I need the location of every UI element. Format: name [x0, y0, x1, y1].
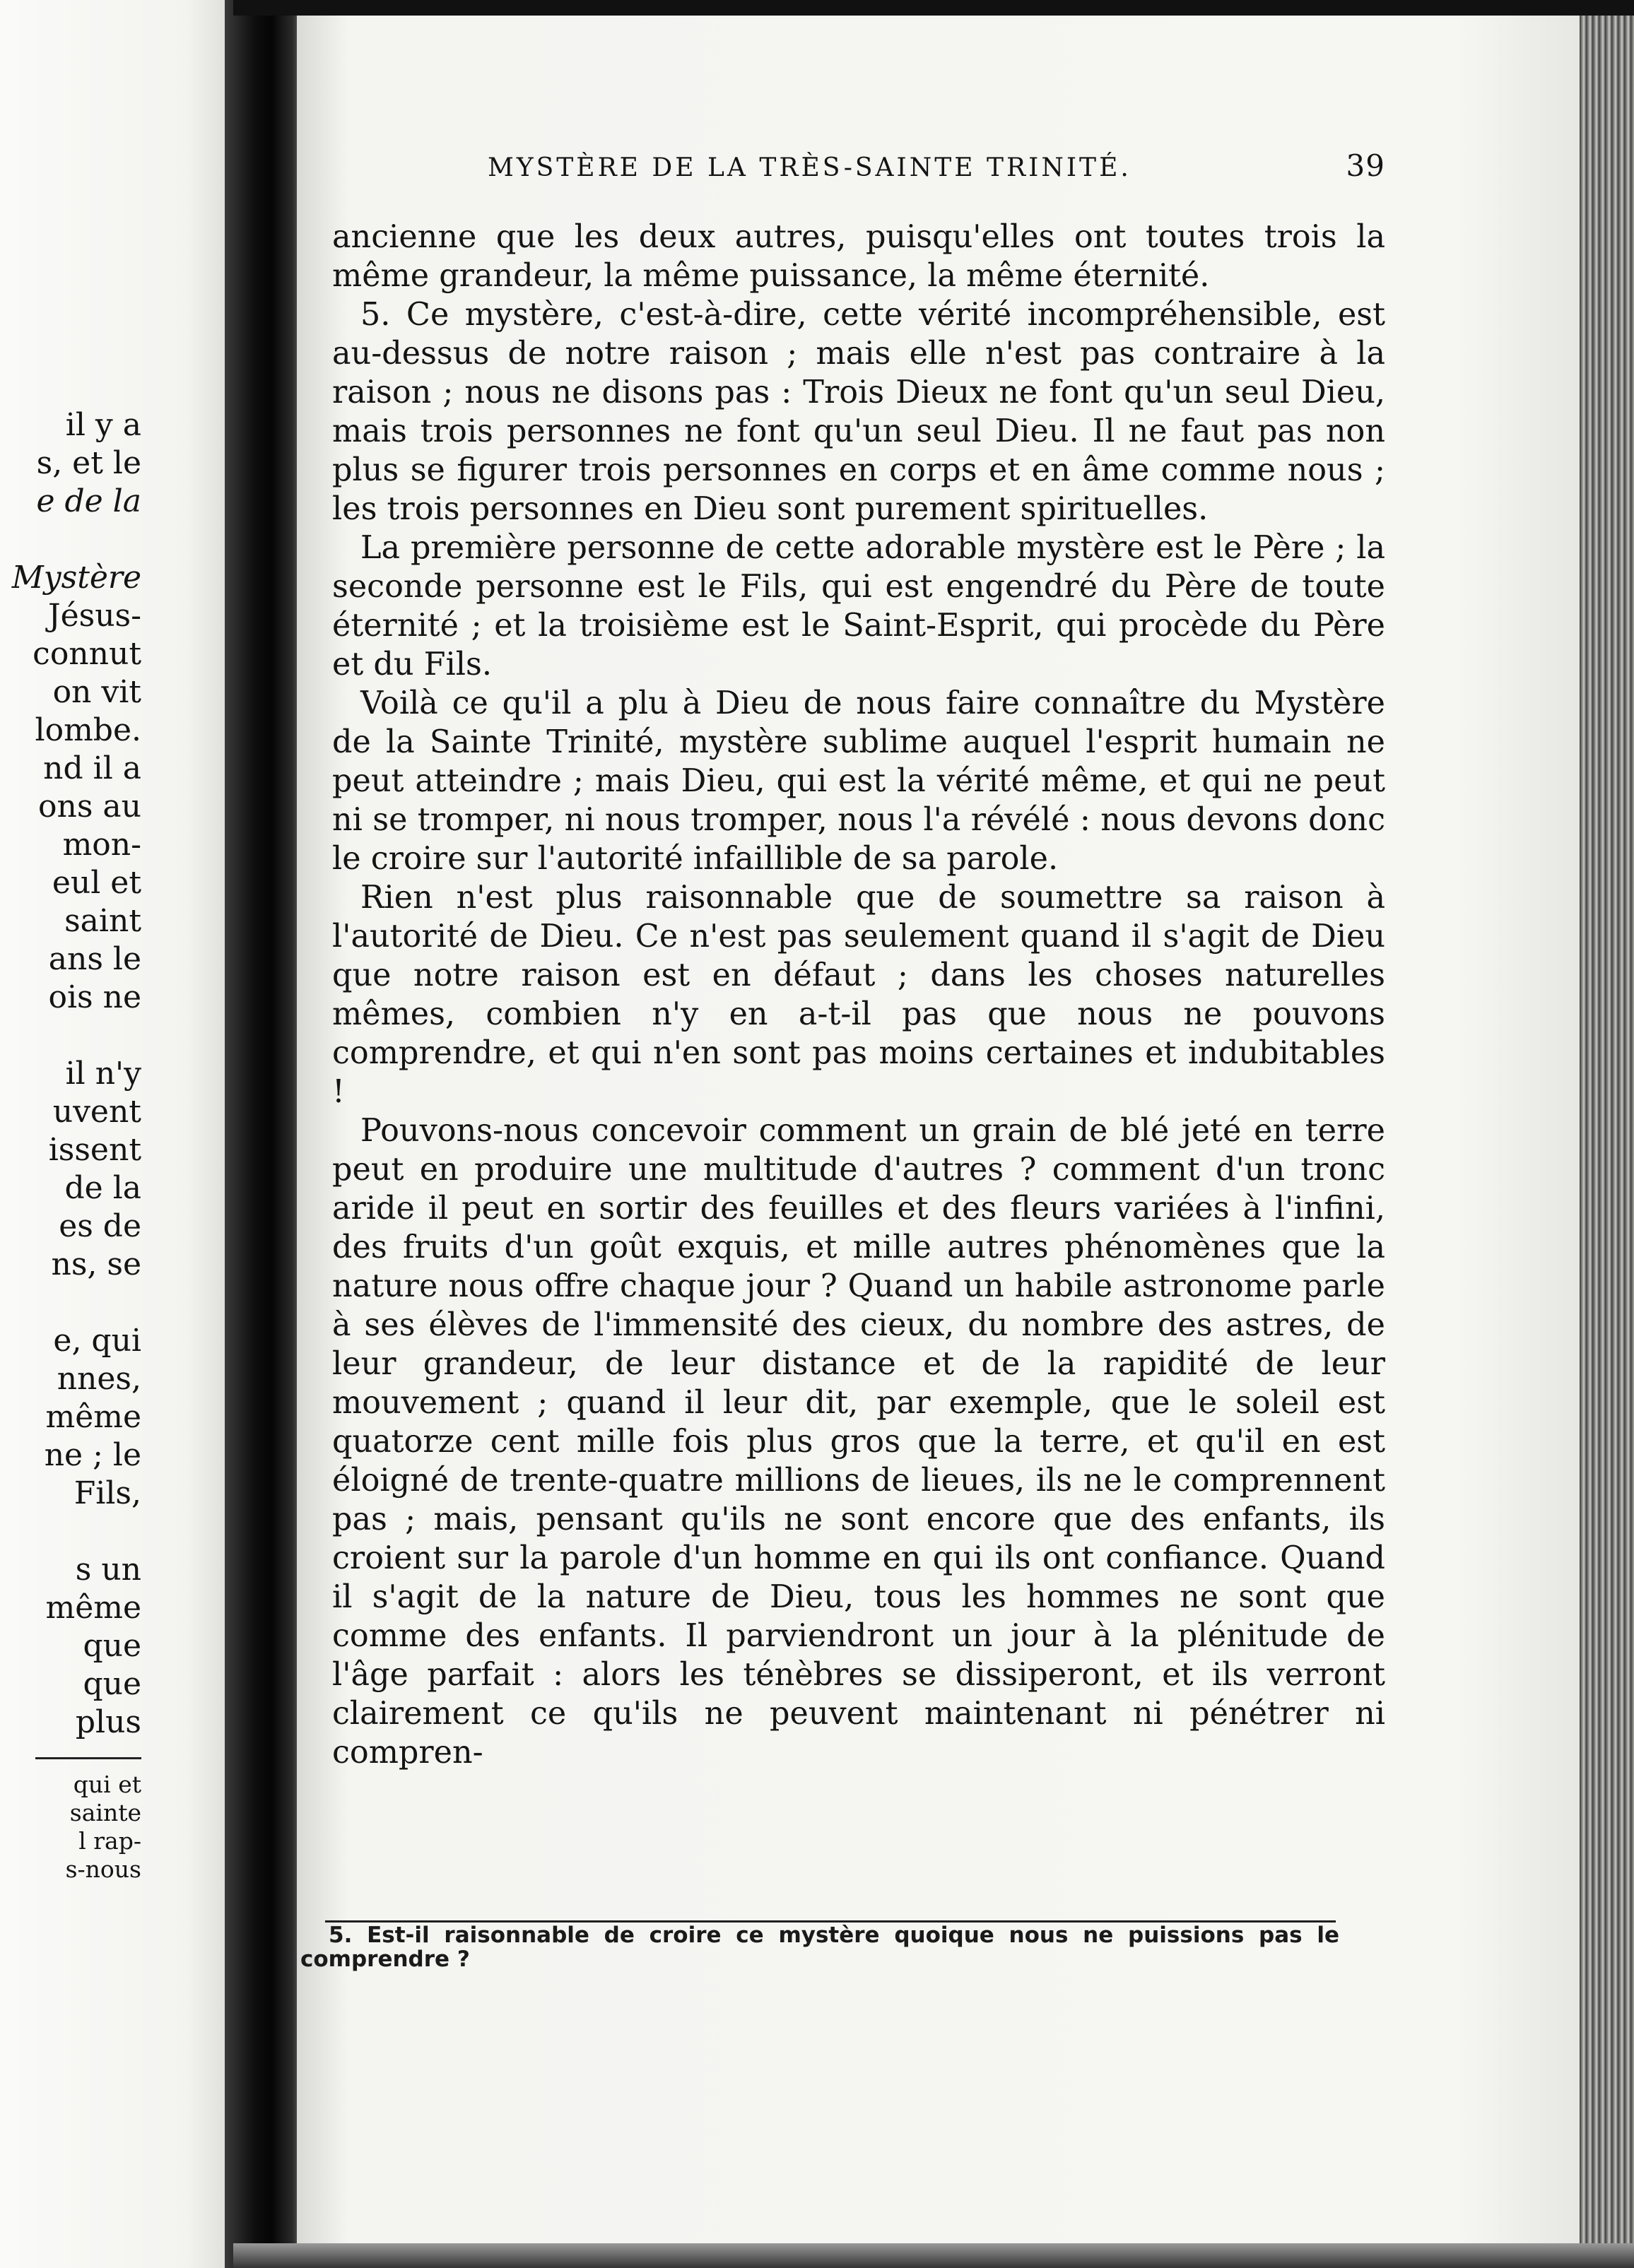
prev-line: connut	[33, 636, 141, 672]
scan-top-border	[233, 0, 1634, 16]
prev-line	[0, 521, 141, 559]
body-text	[332, 218, 1385, 1772]
prev-line: nd il a	[43, 750, 141, 786]
prev-line: saint	[64, 903, 141, 939]
prev-line: il y a	[65, 407, 141, 443]
prev-line: de la	[64, 1170, 141, 1206]
prev-line: nnes,	[57, 1361, 141, 1397]
prev-line: ans le	[48, 941, 141, 977]
prev-line: es de	[59, 1208, 141, 1244]
prev-line: même	[45, 1399, 141, 1435]
prev-line: il n'y	[65, 1056, 141, 1092]
prev-footnote-line: l rap-	[78, 1827, 141, 1855]
prev-line: eul et	[52, 865, 141, 901]
prev-line	[0, 1017, 141, 1055]
prev-line: lombe.	[35, 712, 141, 748]
prev-line	[0, 1513, 141, 1551]
prev-line: même	[45, 1590, 141, 1626]
prev-line: Fils,	[74, 1475, 141, 1511]
paragraph: La première personne de cette adorable mystère est le Père ; la seconde personne est le Fils, qui est engendré du Père de toute éternité ; et la troisième est le Saint-Esprit, qui procède du Père et du Fils.	[332, 530, 1385, 683]
prev-line: e, qui	[53, 1323, 141, 1359]
prev-line: s, et le	[36, 445, 141, 481]
prev-line: s un	[75, 1552, 141, 1588]
page-stack-edge	[1580, 0, 1634, 2268]
prev-line: issent	[48, 1132, 141, 1168]
paragraph: 5. Ce mystère, c'est-à-dire, cette vérité incompréhensible, est au-dessus de notre raison ; mais elle n'est pas contraire à la raison ; nous ne disons pas : Trois Dieux ne font qu'un seul Dieu, mais trois personnes ne font qu'un seul Dieu. Il ne faut pas non plus se figurer trois personnes en corps et en âme comme nous ; les trois personnes en Dieu sont purement spirituelles.	[332, 297, 1385, 527]
prev-line: que	[83, 1628, 141, 1664]
prev-line: Jésus-	[47, 598, 141, 634]
prev-line: ns, se	[51, 1246, 141, 1282]
prev-footnote-line: s-nous	[65, 1855, 141, 1883]
prev-line: on vit	[52, 674, 141, 710]
prev-line: uvent	[52, 1094, 141, 1130]
prev-line: ne ; le	[44, 1437, 141, 1473]
prev-line: Mystère	[11, 560, 141, 596]
scan-bottom-border	[233, 2243, 1634, 2268]
prev-line: que	[83, 1666, 141, 1702]
prev-line: ois ne	[48, 979, 141, 1015]
prev-line: plus	[75, 1704, 141, 1740]
prev-line: e de la	[36, 483, 141, 519]
paragraph: Rien n'est plus raisonnable que de soumettre sa raison à l'autorité de Dieu. Ce n'est pas seulement quand il s'agit de Dieu que notre raison est en défaut ; dans les choses naturelles mêmes, combien n'y en a-t-il pas que nous ne pouvons comprendre, et qui n'en sont pas moins certaines et indubitables !	[332, 880, 1385, 1110]
paragraph: ancienne que les deux autres, puisqu'elles ont toutes trois la même grandeur, la même puissance, la même éternité.	[332, 219, 1385, 294]
paragraph: Voilà ce qu'il a plu à Dieu de nous faire connaître du Mystère de la Sainte Trinité, mystère sublime auquel l'esprit humain ne peut atteindre ; mais Dieu, qui est la vérité même, et qui ne peut ni se tromper, ni nous tromper, nous l'a révélé : nous devons donc le croire sur l'autorité infaillible de sa parole.	[332, 685, 1385, 877]
footnote	[300, 1923, 1339, 1971]
prev-footnote-line: sainte	[69, 1799, 141, 1826]
prev-footnote-line: qui et	[73, 1771, 141, 1798]
prev-line: ons au	[38, 789, 141, 825]
previous-page-fragment	[0, 406, 141, 1884]
page-number: 39	[1346, 148, 1385, 183]
paragraph: Pouvons-nous concevoir comment un grain de blé jeté en terre peut en produire une multitude d'autres ? comment d'un tronc aride il peut en sortir des feuilles et des fleurs variées à l'infini, des fruits d'un goût exquis, et mille autres phénomènes que la nature nous offre chaque jour ? Quand un habile astronome parle à ses élèves de l'immensité des cieux, du nombre des astres, de leur grandeur, de leur distance et de la rapidité de leur mouvement ; quand il leur dit, par exemple, que le soleil est quatorze cent mille fois plus gros que la terre, et qu'il en est éloigné de trente-quatre millions de lieues, ils ne le comprennent pas ; mais, pensant qu'ils ne sont encore que des enfants, ils croient sur la parole d'un homme en qui ils ont confiance. Quand il s'agit de la nature de Dieu, tous les hommes ne sont que comme des enfants. Il parviendront un jour à la plénitude de l'âge parfait : alors les ténèbres se dissiperont, et ils verront clairement ce qu'ils ne peuvent maintenant ni pénétrer ni compren-	[332, 1113, 1385, 1771]
prev-line: mon-	[62, 827, 141, 863]
running-head	[311, 148, 1385, 183]
prev-line	[0, 1284, 141, 1322]
prev-footnote-rule	[35, 1757, 141, 1759]
running-head-title: MYSTÈRE DE LA TRÈS-SAINTE TRINITÉ.	[488, 153, 1132, 182]
footnote-text: 5. Est-il raisonnable de croire ce mystère quoique nous ne puissions pas le comprendre ?	[300, 1923, 1339, 1972]
